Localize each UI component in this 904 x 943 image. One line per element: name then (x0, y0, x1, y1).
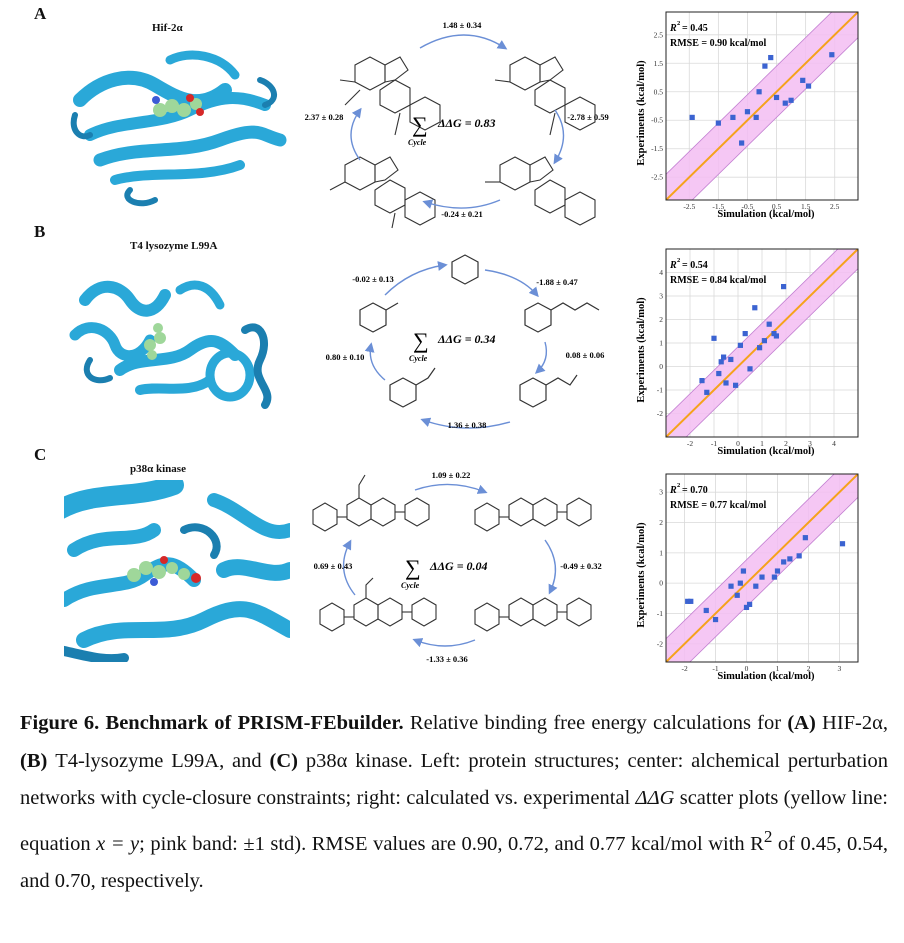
molecule-butylbenzene (525, 303, 599, 332)
data-point (800, 78, 805, 83)
data-point (704, 390, 709, 395)
caption-a-text: HIF-2α, (815, 712, 888, 734)
edge-label: -1.33 ± 0.36 (426, 654, 468, 664)
edge-label: 0.08 ± 0.06 (565, 350, 605, 360)
y-tick-label: 0.5 (653, 87, 663, 97)
x-tick-label: 1 (760, 439, 764, 448)
molecule-c1 (313, 475, 429, 531)
data-point (829, 52, 834, 57)
scatter-plot-a (636, 8, 864, 220)
rmse-label: RMSE = 0.77 kcal/mol (670, 500, 767, 511)
x-tick-label: 3 (837, 664, 842, 673)
edge-label: -0.49 ± 0.32 (560, 561, 602, 571)
data-point (762, 338, 767, 343)
panel-letter-b: B (34, 222, 46, 241)
data-point (757, 345, 762, 350)
molecule-benzene (452, 255, 478, 284)
data-point (783, 101, 788, 106)
x-tick-label: 0.5 (771, 202, 782, 211)
x-tick-label: -2.5 (683, 202, 696, 211)
y-axis-label: Experiments (kcal/mol) (636, 297, 647, 403)
data-point (733, 383, 738, 388)
data-point (747, 366, 752, 371)
scatter-plot-b (636, 245, 864, 457)
caption-ddg: ΔΔG (635, 787, 675, 809)
y-tick-label: -1 (656, 608, 663, 618)
y-axis-label: Experiments (kcal/mol) (636, 60, 647, 166)
x-tick-label: 1 (775, 664, 780, 673)
protein-title-b: T4 lysozyme L99A (130, 240, 218, 252)
molecule-c2 (475, 498, 591, 531)
y-tick-label: 2 (659, 518, 663, 528)
r2-value: = 0.45 (682, 23, 708, 34)
data-point (716, 120, 721, 125)
caption-superscript: 2 (763, 826, 773, 846)
caption-equation: x = y (96, 832, 140, 855)
data-point (743, 331, 748, 336)
data-point (775, 568, 780, 573)
data-point (762, 64, 767, 69)
data-point (752, 305, 757, 310)
y-tick-label: 1 (659, 338, 663, 348)
x-tick-label: 3 (808, 439, 812, 448)
cycle-sum-label: ΔΔG = 0.04 (430, 559, 488, 573)
edge-label: 0.69 ± 0.43 (313, 561, 353, 571)
y-tick-label: 3 (659, 291, 663, 301)
edge-label: 1.09 ± 0.22 (431, 470, 471, 480)
molecule-a2 (495, 57, 595, 135)
data-point (767, 322, 772, 327)
data-point (840, 541, 845, 546)
cycle-sum-label: ΔΔG = 0.34 (438, 332, 496, 346)
data-point (730, 115, 735, 120)
data-point (741, 568, 746, 573)
r2-label: R (670, 485, 677, 496)
y-tick-label: 1.5 (653, 58, 663, 68)
molecule-a3 (485, 157, 595, 225)
data-point (754, 115, 759, 120)
data-point (739, 140, 744, 145)
y-tick-label: -1 (656, 385, 663, 395)
data-point (781, 559, 786, 564)
data-point (723, 380, 728, 385)
data-point (685, 599, 690, 604)
x-axis-label: Simulation (kcal/mol) (717, 446, 815, 457)
figure-label: Figure 6. Benchmark of PRISM-FEbuilder. (20, 712, 404, 734)
x-axis-label: Simulation (kcal/mol) (717, 209, 815, 220)
data-point (690, 115, 695, 120)
edge-label: 1.36 ± 0.38 (447, 420, 487, 430)
sum-symbol: ∑ (413, 328, 429, 353)
data-point (716, 371, 721, 376)
protein-structure-c (64, 480, 290, 662)
r2-label: R (670, 23, 677, 34)
perturbation-network-c (305, 470, 625, 670)
molecule-propylbenzene (520, 375, 577, 407)
sum-symbol: ∑ (412, 112, 428, 137)
y-tick-label: -2 (656, 409, 663, 418)
edge-label: 2.37 ± 0.28 (304, 112, 344, 122)
x-tick-label: 0 (736, 439, 740, 448)
data-point (781, 284, 786, 289)
data-point (735, 593, 740, 598)
r2-superscript: 2 (677, 20, 681, 27)
caption-end: of 0.45, 0.54, and 0.70, respectively. (20, 832, 889, 892)
data-point (719, 359, 724, 364)
data-point (774, 95, 779, 100)
r2-label: R (670, 260, 677, 271)
y-tick-label: 2 (659, 315, 663, 324)
cycle-subscript: Cycle (409, 354, 428, 363)
x-tick-label: -1 (710, 439, 718, 448)
x-tick-label: -2 (686, 439, 694, 448)
data-point (713, 617, 718, 622)
y-tick-label: 0 (659, 362, 663, 371)
rmse-label: RMSE = 0.84 kcal/mol (670, 275, 767, 286)
data-point (753, 584, 758, 589)
data-point (806, 83, 811, 88)
data-point (738, 581, 743, 586)
caption-mid: scatter plots (yellow line: equation (20, 787, 888, 855)
r2-value: = 0.54 (682, 260, 708, 271)
y-axis-label: Experiments (kcal/mol) (636, 522, 647, 628)
caption-band: ; pink band: ±1 std). RMSE values are 0.90, 0.72, and 0.77 kcal/mol with R (139, 832, 764, 855)
panel-letter-c: C (34, 445, 47, 464)
edge-label: 1.48 ± 0.34 (442, 20, 482, 30)
data-point (787, 556, 792, 561)
data-point (768, 55, 773, 60)
y-tick-label: -1.5 (651, 144, 663, 154)
panel-letter-a: A (34, 4, 47, 23)
scatter-plot-c (636, 470, 864, 682)
data-point (711, 336, 716, 341)
sum-symbol: ∑ (405, 555, 421, 580)
data-point (728, 357, 733, 362)
data-point (745, 109, 750, 114)
data-point (747, 602, 752, 607)
protein-title-c: p38α kinase (130, 463, 186, 475)
edge-label: 0.80 ± 0.10 (325, 352, 365, 362)
x-tick-label: 2 (784, 439, 788, 448)
data-point (704, 608, 709, 613)
caption-c-label: (C) (269, 749, 299, 772)
x-tick-label: -2 (681, 664, 688, 673)
cycle-sum-label: ΔΔG = 0.83 (438, 116, 496, 130)
protein-structure-b (60, 260, 290, 420)
x-tick-label: -1 (712, 664, 719, 673)
perturbation-network-b (305, 250, 625, 440)
data-point (803, 535, 808, 540)
y-tick-label: -2 (656, 639, 663, 649)
r2-value: = 0.70 (682, 485, 708, 496)
data-point (756, 89, 761, 94)
protein-title-a: Hif-2α (152, 22, 183, 34)
x-tick-label: -1.5 (712, 202, 725, 211)
molecule-c3 (475, 598, 591, 631)
r2-superscript: 2 (677, 482, 681, 489)
molecule-toluene (360, 303, 398, 332)
data-point (797, 553, 802, 558)
cycle-subscript: Cycle (401, 581, 420, 590)
y-tick-label: -2.5 (651, 172, 663, 182)
y-tick-label: 1 (659, 548, 663, 558)
x-axis-label: Simulation (kcal/mol) (717, 671, 815, 682)
edge-label: -1.88 ± 0.47 (536, 277, 578, 287)
x-tick-label: -0.5 (741, 202, 754, 211)
x-tick-label: 4 (832, 439, 836, 448)
y-tick-label: 0 (659, 578, 663, 588)
y-tick-label: 4 (659, 268, 663, 277)
y-tick-label: 2.5 (653, 30, 663, 40)
x-tick-label: 2 (806, 664, 811, 673)
caption-b-text: T4-lysozyme L99A, and (47, 749, 270, 772)
data-point (738, 343, 743, 348)
rmse-label: RMSE = 0.90 kcal/mol (670, 38, 767, 49)
x-tick-label: 1.5 (800, 202, 811, 211)
caption-b-label: (B) (20, 749, 48, 772)
x-tick-label: 0 (744, 664, 749, 673)
molecule-ethylbenzene (390, 368, 435, 407)
r2-superscript: 2 (677, 257, 681, 264)
edge-label: -0.24 ± 0.21 (441, 209, 483, 219)
caption-intro: Relative binding free energy calculations for (403, 712, 788, 734)
figure-caption (20, 705, 888, 900)
y-tick-label: -0.5 (651, 115, 663, 125)
data-point (788, 98, 793, 103)
edge-label: -0.02 ± 0.13 (352, 274, 394, 284)
data-point (772, 574, 777, 579)
perturbation-network-a (300, 10, 620, 230)
x-tick-label: 2.5 (830, 202, 840, 211)
data-point (728, 584, 733, 589)
data-point (774, 333, 779, 338)
protein-structure-a (60, 40, 300, 210)
data-point (759, 574, 764, 579)
cycle-subscript: Cycle (408, 138, 427, 147)
caption-c-text: p38α kinase. Left: protein structures; center: alchemical perturbation networks with cycle-closure constraints; right: calculated vs. experimental (20, 749, 889, 809)
data-point (699, 378, 704, 383)
caption-a-label: (A) (787, 712, 816, 734)
y-tick-label: 3 (659, 487, 663, 497)
molecule-a4 (330, 157, 435, 228)
edge-label: -2.78 ± 0.59 (567, 112, 609, 122)
data-point (721, 355, 726, 360)
